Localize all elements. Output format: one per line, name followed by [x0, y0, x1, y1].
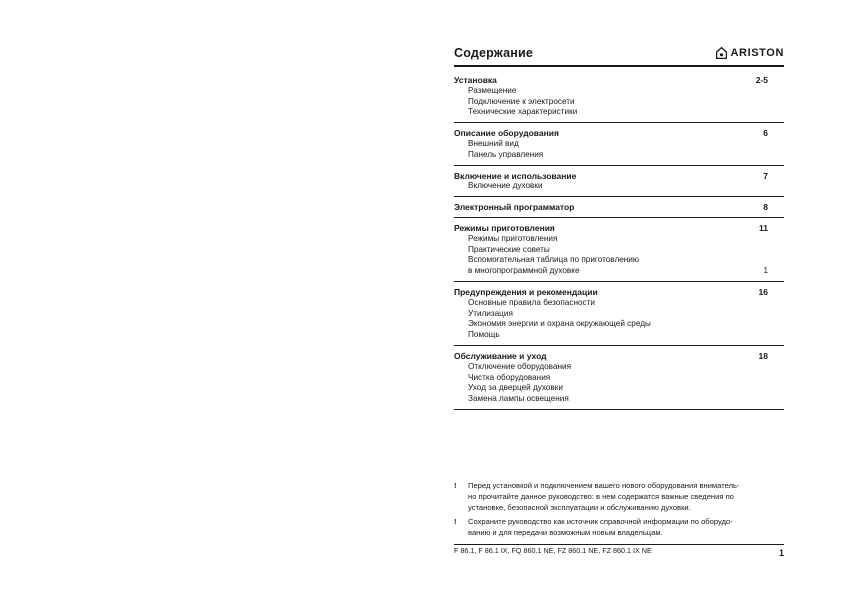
toc-section [454, 128, 784, 165]
brand-name: ARISTON [730, 47, 784, 59]
toc-item-text: Замена лампы освещения [468, 394, 569, 404]
page-title: Содержание [454, 46, 534, 60]
toc-section-heading [454, 75, 784, 86]
toc-item-text: Основные правила безопасности [468, 297, 595, 307]
toc-item [454, 150, 784, 161]
model-list: F 86.1, F 86.1 IX, FQ 860.1 NE, FZ 860.1 NE, FZ 860.1 IX NE [454, 546, 652, 555]
toc-item-text: Панель управления [468, 149, 544, 159]
note-line: ванию и для передачи возможным новым владельцам. [468, 528, 663, 537]
toc-item [454, 139, 784, 150]
toc-section-heading [454, 171, 784, 182]
brand-logo [716, 47, 784, 59]
toc-item [454, 373, 784, 384]
warning-bullet-icon: ! [454, 481, 457, 490]
warning-bullet-icon: ! [454, 517, 457, 526]
toc-section-page: 16 [758, 286, 768, 297]
note [454, 480, 784, 513]
toc-item-text: Экономия энергии и охрана окружающей среды [468, 319, 651, 329]
toc-item [454, 330, 784, 341]
header-rule [454, 65, 784, 67]
toc-section-page: 7 [763, 170, 768, 181]
toc-item [454, 234, 784, 245]
toc-section-page: 11 [759, 222, 768, 233]
toc-section [454, 75, 784, 123]
toc-item-text: Подключение к электросети [468, 96, 575, 106]
toc-item [454, 97, 784, 108]
toc-section [454, 287, 784, 346]
footer-rule [454, 544, 784, 545]
toc-item-text: Помощь [468, 330, 500, 340]
toc-section-title: Обслуживание и уход [454, 350, 547, 361]
toc-item [454, 181, 784, 192]
toc-item-text: Внешний вид [468, 138, 519, 148]
toc-item [454, 298, 784, 309]
toc-section-title: Описание оборудования [454, 128, 559, 139]
toc-item-text: Практические советы [468, 244, 550, 254]
toc-item [454, 266, 784, 277]
note-line: но прочитайте данное руководство: в нем содержатся важные сведения по [468, 492, 734, 501]
toc-item-text: Включение духовки [468, 181, 543, 191]
page-number: 1 [778, 548, 784, 558]
note-line: установке, безопасной эксплуатации и обслуживанию духовки. [468, 503, 691, 512]
toc-section-page: 6 [763, 128, 768, 139]
toc-item [454, 383, 784, 394]
toc-item [454, 255, 784, 266]
house-logo-icon [716, 47, 727, 59]
toc-section-title: Установка [454, 75, 497, 85]
toc-section [454, 351, 784, 410]
toc-item-text: Вспомогательная таблица по приготовлению [468, 255, 640, 265]
toc-section-heading [454, 287, 784, 298]
note [454, 516, 784, 538]
notes [454, 480, 784, 541]
toc-section-page: 2-5 [755, 75, 768, 85]
note-line: Сохраните руководство как источник справочной информации по оборудо- [468, 517, 733, 526]
toc-section-title: Включение и использование [454, 170, 577, 181]
page-header [454, 46, 784, 66]
manual-page [454, 0, 784, 595]
toc-section [454, 202, 784, 218]
toc-item [454, 86, 784, 97]
toc-item-text: Технические характеристики [468, 107, 578, 117]
toc-section [454, 171, 784, 198]
toc-section-heading [454, 202, 784, 213]
toc-section-heading [454, 223, 784, 234]
toc-section-title: Предупреждения и рекомендации [454, 286, 598, 297]
toc-item-text: Чистка оборудования [468, 372, 551, 382]
table-of-contents [454, 75, 784, 415]
toc-item-text: Размещение [468, 85, 517, 95]
toc-item [454, 107, 784, 118]
toc-section-page: 18 [758, 350, 768, 361]
toc-item-text: Уход за дверцей духовки [468, 383, 563, 393]
toc-section-heading [454, 128, 784, 139]
toc-item-text: Режимы приготовления [468, 233, 558, 243]
toc-item [454, 319, 784, 330]
toc-item [454, 245, 784, 256]
toc-section-heading [454, 351, 784, 362]
toc-item-text: Утилизация [468, 308, 513, 318]
note-line: Перед установкой и подключением вашего нового оборудования вниматель- [468, 481, 740, 490]
toc-section-title: Электронный программатор [454, 202, 575, 213]
toc-item-page: 1 [763, 266, 768, 276]
toc-item [454, 309, 784, 320]
toc-item-text: в многопрограммной духовке [468, 266, 580, 276]
toc-section-title: Режимы приготовления [454, 222, 555, 233]
toc-item [454, 394, 784, 405]
toc-item [454, 362, 784, 373]
toc-section-page: 8 [763, 202, 768, 213]
toc-item-text: Отключение оборудования [468, 361, 572, 371]
toc-section [454, 223, 784, 282]
